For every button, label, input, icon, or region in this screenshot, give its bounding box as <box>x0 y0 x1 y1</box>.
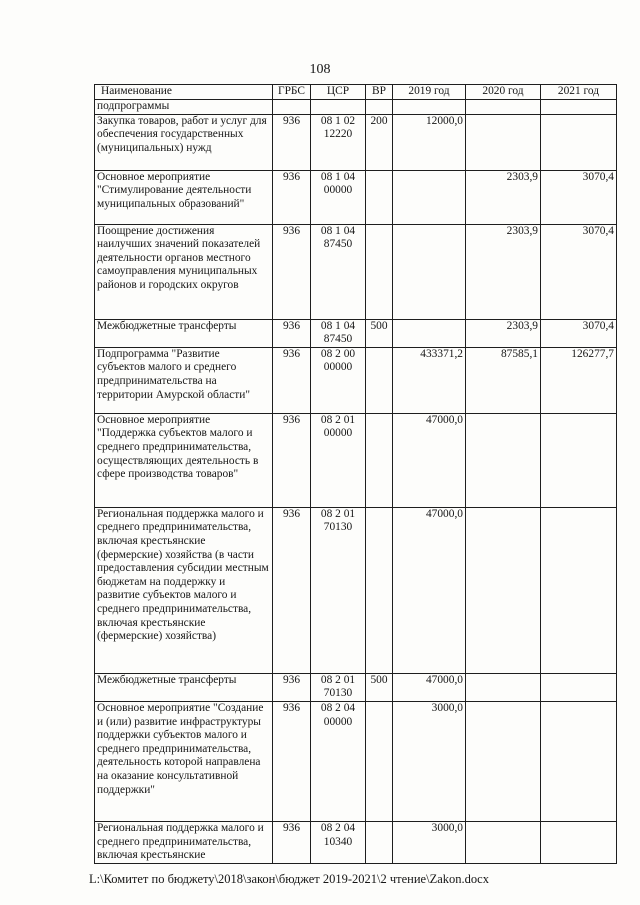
cell-name: Основное мероприятие "Создание и (или) развитие инфраструктуры поддержки субъектов малого и среднего предпринимательства, деятельность которой направлена на оказание консультативной поддержки" <box>95 701 273 821</box>
cell-csr: 08 2 04 10340 <box>311 821 366 863</box>
cell-y2021 <box>541 507 617 673</box>
cell-name: Основное мероприятие "Поддержка субъектов малого и среднего предпринимательства, осуществляющих деятельность в сфере производства товаров" <box>95 413 273 507</box>
cell-grbs: 936 <box>273 114 311 170</box>
budget-table <box>94 84 617 864</box>
page-number: 108 <box>309 62 331 77</box>
header-vr: ВР <box>366 85 393 100</box>
cell-y2020 <box>466 413 541 507</box>
cell-y2020 <box>466 701 541 821</box>
cell-name: Закупка товаров, работ и услуг для обеспечения государственных (муниципальных) нужд <box>95 114 273 170</box>
cell-y2019 <box>393 170 466 224</box>
cell-csr <box>311 100 366 115</box>
cell-vr <box>366 100 393 115</box>
table-row <box>95 224 617 319</box>
cell-csr: 08 1 02 12220 <box>311 114 366 170</box>
table-row <box>95 673 617 701</box>
table-row <box>95 114 617 170</box>
cell-name: Межбюджетные трансферты <box>95 673 273 701</box>
cell-vr <box>366 170 393 224</box>
header-grbs: ГРБС <box>273 85 311 100</box>
table-row <box>95 507 617 673</box>
cell-y2020 <box>466 673 541 701</box>
table-row <box>95 347 617 413</box>
cell-vr: 500 <box>366 673 393 701</box>
table-row <box>95 319 617 347</box>
cell-csr: 08 2 04 00000 <box>311 701 366 821</box>
cell-vr <box>366 347 393 413</box>
cell-y2021: 3070,4 <box>541 319 617 347</box>
cell-y2019: 12000,0 <box>393 114 466 170</box>
cell-y2021 <box>541 701 617 821</box>
cell-vr <box>366 507 393 673</box>
cell-grbs: 936 <box>273 507 311 673</box>
header-csr: ЦСР <box>311 85 366 100</box>
cell-name: Региональная поддержка малого и среднего предпринимательства, включая крестьянские <box>95 821 273 863</box>
cell-y2019 <box>393 224 466 319</box>
cell-y2021: 3070,4 <box>541 170 617 224</box>
cell-y2020: 2303,9 <box>466 170 541 224</box>
cell-y2019 <box>393 319 466 347</box>
cell-y2021: 3070,4 <box>541 224 617 319</box>
cell-grbs: 936 <box>273 224 311 319</box>
cell-name: Межбюджетные трансферты <box>95 319 273 347</box>
cell-csr: 08 2 01 70130 <box>311 673 366 701</box>
cell-vr: 200 <box>366 114 393 170</box>
cell-csr: 08 2 01 00000 <box>311 413 366 507</box>
cell-csr: 08 2 00 00000 <box>311 347 366 413</box>
cell-y2021 <box>541 114 617 170</box>
table-row <box>95 701 617 821</box>
table-row <box>95 100 617 115</box>
cell-y2019: 3000,0 <box>393 821 466 863</box>
cell-csr: 08 1 04 00000 <box>311 170 366 224</box>
cell-csr: 08 1 04 87450 <box>311 224 366 319</box>
cell-name: подпрограммы <box>95 100 273 115</box>
cell-y2019: 433371,2 <box>393 347 466 413</box>
cell-grbs <box>273 100 311 115</box>
cell-y2021 <box>541 821 617 863</box>
cell-y2020 <box>466 114 541 170</box>
cell-name: Региональная поддержка малого и среднего предпринимательства, включая крестьянские (фермерские) хозяйства (в части предоставления субсидии местным бюджетам на поддержку и развитие субъектов малого и среднего предпринимательства, включая крестьянские (фермерские) хозяйства) <box>95 507 273 673</box>
cell-y2019: 47000,0 <box>393 413 466 507</box>
cell-y2019: 47000,0 <box>393 507 466 673</box>
cell-vr <box>366 821 393 863</box>
cell-name: Подпрограмма "Развитие субъектов малого и среднего предпринимательства на территории Амурской области" <box>95 347 273 413</box>
cell-y2021: 126277,7 <box>541 347 617 413</box>
cell-y2020 <box>466 100 541 115</box>
cell-grbs: 936 <box>273 170 311 224</box>
cell-grbs: 936 <box>273 701 311 821</box>
cell-y2019: 3000,0 <box>393 701 466 821</box>
cell-y2021 <box>541 673 617 701</box>
cell-vr: 500 <box>366 319 393 347</box>
cell-grbs: 936 <box>273 319 311 347</box>
cell-grbs: 936 <box>273 413 311 507</box>
table-row <box>95 413 617 507</box>
cell-grbs: 936 <box>273 347 311 413</box>
cell-y2020: 87585,1 <box>466 347 541 413</box>
cell-y2020: 2303,9 <box>466 319 541 347</box>
cell-grbs: 936 <box>273 673 311 701</box>
table-row <box>95 170 617 224</box>
cell-y2021 <box>541 413 617 507</box>
footer-file-path: L:\Комитет по бюджету\2018\закон\бюджет 2019-2021\2 чтение\Zakon.docx <box>89 872 489 886</box>
header-2021: 2021 год <box>541 85 617 100</box>
cell-vr <box>366 701 393 821</box>
table-row <box>95 821 617 863</box>
cell-name: Основное мероприятие "Стимулирование деятельности муниципальных образований" <box>95 170 273 224</box>
table-header-row <box>95 85 617 100</box>
cell-y2021 <box>541 100 617 115</box>
cell-y2020: 2303,9 <box>466 224 541 319</box>
cell-y2019 <box>393 100 466 115</box>
cell-csr: 08 1 04 87450 <box>311 319 366 347</box>
cell-y2019: 47000,0 <box>393 673 466 701</box>
cell-name: Поощрение достижения наилучших значений показателей деятельности органов местного самоуправления муниципальных районов и городских округов <box>95 224 273 319</box>
header-2019: 2019 год <box>393 85 466 100</box>
cell-y2020 <box>466 507 541 673</box>
cell-y2020 <box>466 821 541 863</box>
cell-vr <box>366 224 393 319</box>
header-name: Наименование <box>95 85 273 100</box>
cell-csr: 08 2 01 70130 <box>311 507 366 673</box>
cell-vr <box>366 413 393 507</box>
cell-grbs: 936 <box>273 821 311 863</box>
header-2020: 2020 год <box>466 85 541 100</box>
